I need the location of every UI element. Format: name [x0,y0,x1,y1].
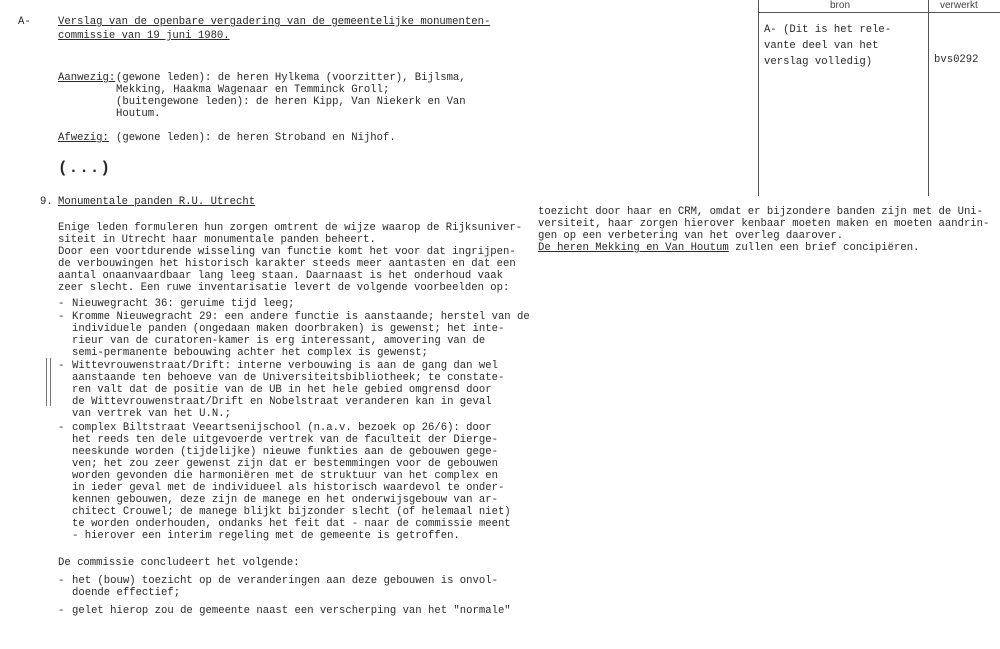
conclusion-2-dash: - [58,605,65,617]
item-4-line-2: het reeds ten dele uitgevoerde vertrek van de faculteit der Dierge- [72,434,498,446]
item-2-line-4: semi-permanente bebouwing achter het complex is gewenst; [72,347,429,359]
item-1-line-1: Nieuwegracht 36: geruime tijd leeg; [72,298,295,310]
intro-line-1: Enige leden formuleren hun zorgen omtrent de wijze waarop de Rijksuniver- [58,222,523,234]
present-label: Aanwezig: [58,72,116,84]
item-4-line-4: ven; het zou zeer gewenst zijn dat er bestemmingen voor de gebouwen [72,458,498,470]
intro-line-6: zeer slecht. Een ruwe inventarisatie levert de volgende voorbeelden op: [58,282,510,294]
margin-bron-line-3: verslag volledig) [764,56,873,68]
present-line-4: Houtum. [116,108,161,120]
conclusion-2-line-1: gelet hierop zou de gemeente naast een verscherping van het "normale" [72,605,511,617]
item-2-line-1: Kromme Nieuwegracht 29: een andere functie is aanstaande; herstel van de [72,311,530,323]
item-4-line-10: - hierover een interim regeling met de gemeente is getroffen. [72,530,460,542]
present-line-3: (buitengewone leden): de heren Kipp, Van Niekerk en Van [116,96,466,108]
margin-bron-line-1: A- (Dit is het rele- [764,24,892,36]
conclusion-1-line-1: het (bouw) toezicht op de veranderingen aan deze gebouwen is onvol- [72,575,498,587]
right-line-4 [538,242,919,254]
item-4-line-3: neeskunde worden (tijdelijke) nieuwe funkties aan de gebouwen gege- [72,446,498,458]
item-2-dash: - [58,311,65,323]
item-4-line-7: kennen gebouwen, deze zijn de manege en het onderwijsgebouw van ar- [72,494,498,506]
right-line-4-rest: zullen een brief concipiëren. [728,242,920,254]
right-line-3: gen op een verbetering van het overleg daarover. [538,230,844,242]
margin-mid-rule [928,0,929,196]
conclusion-1-line-2: doende effectief; [72,587,181,599]
margin-left-rule [758,0,759,196]
margin-top-rule [758,12,1000,13]
header-title-line-1: Verslag van de openbare vergadering van de gemeentelijke monumenten- [58,16,491,28]
item-3-line-1: Wittevrouwenstraat/Drift: interne verbouwing is aan de gang dan wel [72,360,498,372]
item-4-line-8: chitect Crouwel; de manege blijkt bijzonder slecht (of helemaal niet) [72,506,511,518]
header-marker: A- [18,16,31,28]
omission-ellipsis: (...) [58,159,112,177]
item-4-dash: - [58,422,65,434]
right-line-4-names: De heren Mekking en Van Houtum [538,242,729,254]
intro-line-5: aantal onaanvaardbaar lang leeg staan. Daarnaast is het onderhoud vaak [58,270,504,282]
absent-text: (gewone leden): de heren Stroband en Nijhof. [116,132,396,144]
section-number: 9. [40,196,53,208]
present-line-1: (gewone leden): de heren Hylkema (voorzitter), Bijlsma, [116,72,466,84]
conclusion-intro: De commissie concludeert het volgende: [58,557,300,569]
intro-line-2: siteit in Utrecht haar monumentale panden beheert. [58,234,376,246]
item-2-line-3: rieur van de curatoren-kamer is erg interessant, amovering van de [72,335,486,347]
item-3-line-5: van vertrek van het U.N.; [72,408,231,420]
present-line-2: Mekking, Haakma Wagenaar en Temminck Groll; [116,84,390,96]
margin-verwerkt-code: bvs0292 [934,54,979,66]
item-4-line-5: worden gevonden die harmoniëren met de struktuur van het complex en [72,470,498,482]
right-line-1: toezicht door haar en CRM, omdat er bijzondere banden zijn met de Uni- [538,206,984,218]
item-4-line-6: in ieder geval met de individueel als historisch waardevol te onder- [72,482,505,494]
conclusion-1-dash: - [58,575,65,587]
item-3-dash: - [58,360,65,372]
item-4-line-9: te worden onderhouden, ondanks het feit dat - naar de commissie meent [72,518,511,530]
intro-line-4: de verbouwingen het historisch karakter steeds meer aantasten en dat een [58,258,516,270]
item-4-line-1: complex Biltstraat Veeartsenijschool (n.a.v. bezoek op 26/6): door [72,422,492,434]
right-line-2: versiteit, haar zorgen hierover kenbaar moeten maken en moeten aandrin- [538,218,990,230]
margin-change-bar [46,358,51,406]
margin-bron-line-2: vante deel van het [764,40,879,52]
margin-col-verwerkt: verwerkt [940,0,978,11]
item-1-dash: - [58,298,65,310]
intro-line-3: Door een voortdurende wisseling van functie komt het voor dat ingrijpen- [58,246,516,258]
item-3-line-3: ren valt dat de positie van de UB in het hele gebied omgrensd door [72,384,492,396]
absent-label: Afwezig: [58,132,109,144]
item-2-line-2: individuele panden (ongedaan maken doorbraken) is gewenst; het inte- [72,323,505,335]
item-3-line-4: de Wittevrouwenstraat/Drift en Nobelstraat veranderen kan in geval [72,396,492,408]
header-title-line-2: commissie van 19 juni 1980. [58,30,230,42]
section-title: Monumentale panden R.U. Utrecht [58,196,256,208]
margin-col-bron: bron [830,0,851,11]
item-3-line-2: aanstaande ten behoeve van de Universiteitsbibliotheek; te constate- [72,372,505,384]
